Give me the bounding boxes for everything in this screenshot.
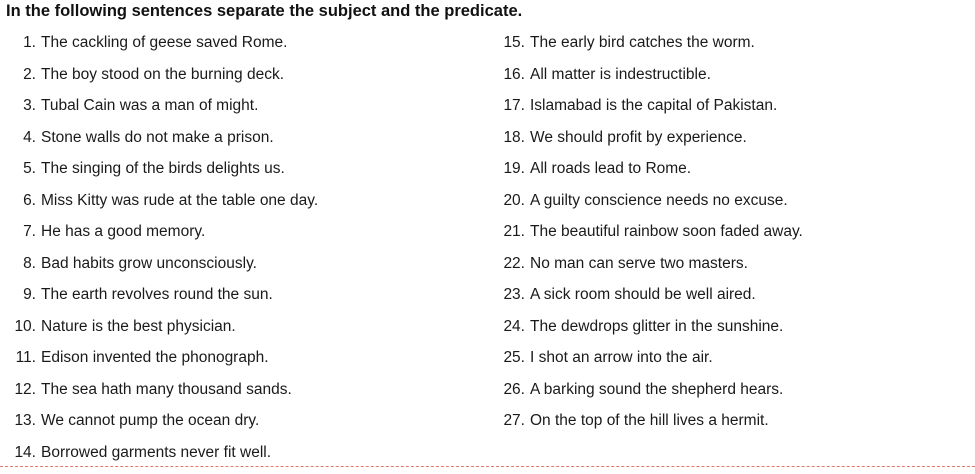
- list-item: [497, 311, 803, 343]
- exercise-instruction: In the following sentences separate the subject and the predicate.: [6, 2, 523, 20]
- list-item: [497, 153, 803, 185]
- item-text: Nature is the best physician.: [41, 317, 236, 335]
- item-number: 6.: [23, 191, 36, 209]
- item-number: 3.: [23, 97, 36, 114]
- item-number: 2.: [23, 65, 36, 83]
- item-number: 5.: [23, 160, 36, 177]
- item-number: 21.: [503, 223, 525, 240]
- list-item: [497, 90, 803, 122]
- item-text: Borrowed garments never fit well.: [41, 443, 272, 461]
- item-text: Stone walls do not make a prison.: [41, 128, 274, 146]
- item-text: The beautiful rainbow soon faded away.: [530, 223, 803, 240]
- left-column: [8, 27, 318, 468]
- list-item: [8, 405, 318, 437]
- item-number: 16.: [503, 65, 525, 83]
- list-item: [8, 248, 318, 280]
- item-number: 10.: [14, 317, 36, 335]
- item-number: 27.: [503, 412, 525, 429]
- item-text: A guilty conscience needs no excuse.: [530, 191, 788, 209]
- item-text: The singing of the birds delights us.: [41, 160, 285, 177]
- item-text: The dewdrops glitter in the sunshine.: [530, 317, 784, 335]
- item-text: Edison invented the phonograph.: [41, 349, 269, 366]
- item-text: The cackling of geese saved Rome.: [41, 34, 288, 51]
- item-text: Tubal Cain was a man of might.: [41, 97, 259, 114]
- item-text: A barking sound the shepherd hears.: [530, 380, 784, 398]
- list-item: [497, 405, 803, 437]
- item-number: 18.: [503, 128, 525, 146]
- item-number: 23.: [503, 286, 525, 303]
- list-item: [497, 374, 803, 406]
- right-column: [497, 27, 803, 437]
- item-number: 20.: [503, 191, 525, 209]
- list-item: [497, 279, 803, 311]
- item-number: 13.: [14, 412, 36, 429]
- list-item: [8, 59, 318, 91]
- list-item: [8, 437, 318, 469]
- item-number: 8.: [23, 254, 36, 272]
- list-item: [497, 248, 803, 280]
- item-text: The early bird catches the worm.: [530, 34, 755, 51]
- item-number: 17.: [503, 97, 525, 114]
- item-text: Bad habits grow unconsciously.: [41, 254, 257, 272]
- item-text: All matter is indestructible.: [530, 65, 711, 83]
- list-item: [497, 59, 803, 91]
- item-number: 11.: [15, 349, 36, 366]
- list-item: [8, 27, 318, 59]
- item-number: 15.: [503, 34, 525, 51]
- item-number: 4.: [23, 128, 36, 146]
- item-number: 19.: [503, 160, 525, 177]
- item-number: 14.: [14, 443, 36, 461]
- item-text: No man can serve two masters.: [530, 254, 748, 272]
- item-text: We should profit by experience.: [530, 128, 747, 146]
- list-item: [8, 122, 318, 154]
- item-number: 24.: [503, 317, 525, 335]
- item-number: 22.: [503, 254, 525, 272]
- list-item: [8, 216, 318, 248]
- list-item: [8, 90, 318, 122]
- list-item: [497, 185, 803, 217]
- item-text: Islamabad is the capital of Pakistan.: [530, 97, 778, 114]
- item-text: On the top of the hill lives a hermit.: [530, 412, 769, 429]
- item-text: A sick room should be well aired.: [530, 286, 756, 303]
- list-item: [8, 311, 318, 343]
- dashed-divider: [0, 466, 975, 467]
- item-text: Miss Kitty was rude at the table one day.: [41, 191, 319, 209]
- item-number: 9.: [23, 286, 36, 303]
- list-item: [497, 216, 803, 248]
- list-item: [8, 374, 318, 406]
- item-text: The boy stood on the burning deck.: [41, 65, 284, 83]
- item-number: 1.: [23, 34, 36, 51]
- list-item: [497, 27, 803, 59]
- item-text: He has a good memory.: [41, 223, 206, 240]
- list-item: [8, 279, 318, 311]
- item-text: All roads lead to Rome.: [530, 160, 692, 177]
- list-item: [8, 153, 318, 185]
- item-number: 7.: [23, 223, 36, 240]
- list-item: [8, 185, 318, 217]
- item-number: 12.: [14, 380, 36, 398]
- list-item: [497, 342, 803, 374]
- item-text: We cannot pump the ocean dry.: [41, 412, 260, 429]
- list-item: [497, 122, 803, 154]
- item-text: I shot an arrow into the air.: [530, 349, 713, 366]
- list-item: [8, 342, 318, 374]
- item-number: 26.: [503, 380, 525, 398]
- item-text: The earth revolves round the sun.: [41, 286, 273, 303]
- item-number: 25.: [503, 349, 525, 366]
- item-text: The sea hath many thousand sands.: [41, 380, 292, 398]
